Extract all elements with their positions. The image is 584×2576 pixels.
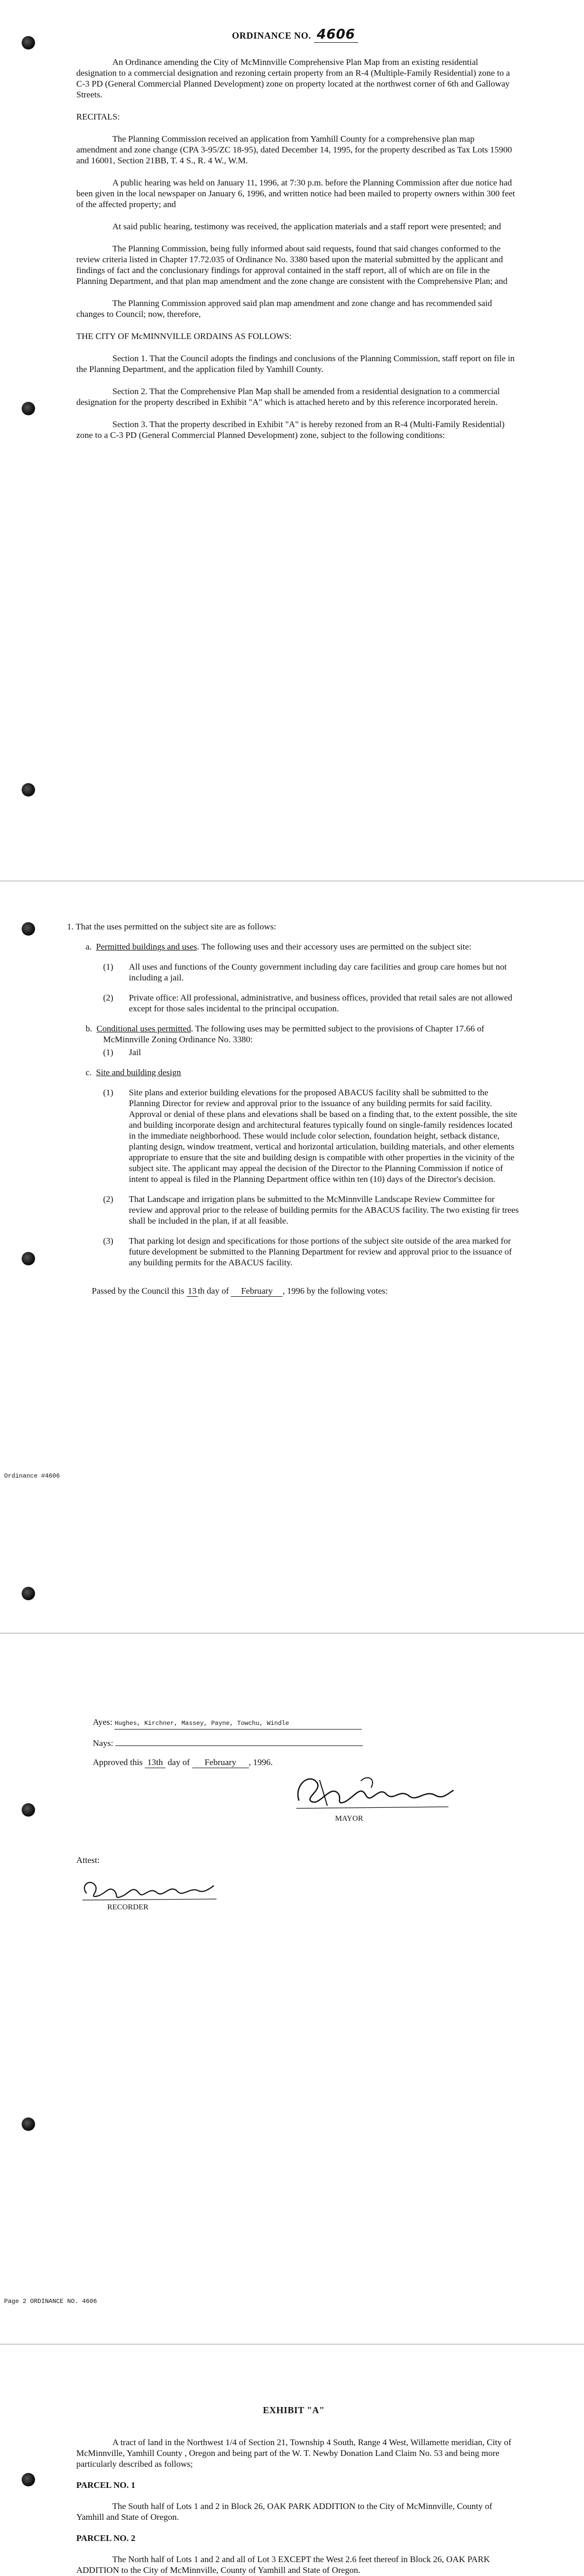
item-text: Jail: [129, 1047, 141, 1057]
item-number: (1): [103, 962, 113, 972]
nays-value: [115, 1745, 363, 1746]
recitals-heading: RECITALS:: [76, 112, 120, 122]
binder-hole-icon: [22, 922, 35, 936]
mayor-label: MAYOR: [335, 1815, 363, 1823]
item-number: (1): [103, 1088, 113, 1097]
mayor-signature: [289, 1770, 459, 1816]
item-text: All uses and functions of the County government including day care facilities and group care homes but not including a jail.: [129, 962, 507, 982]
ordinance-title-label: ORDINANCE NO.: [232, 30, 311, 41]
item-b-text: . The following uses may be permitted subject to the provisions of Chapter 17.66 of McMinnville Zoning Ordinance No. 3380:: [103, 1024, 485, 1044]
item-c-heading: Site and building design: [96, 1067, 181, 1077]
binder-hole-icon: [22, 2117, 35, 2131]
item-number: (1): [103, 1047, 113, 1057]
condition-item-c: c. Site and building design: [86, 1067, 181, 1077]
approved-month: February: [192, 1757, 249, 1768]
nays-label: Nays:: [93, 1738, 113, 1748]
item-a-heading: Permitted buildings and uses: [96, 942, 197, 952]
page-3: [0, 1633, 584, 2344]
recorder-label: RECORDER: [107, 1903, 149, 1911]
binder-hole-icon: [22, 783, 35, 796]
item-number: (3): [103, 1236, 113, 1246]
conditions-list: [67, 921, 521, 1297]
section-paragraph: Section 1. That the Council adopts the findings and conclusions of the Planning Commission, staff report on file in the Planning Department, and the application filed by Yamhill County.: [76, 353, 515, 374]
ordains-heading: THE CITY OF McMINNVILLE ORDAINS AS FOLLOWS:: [76, 331, 292, 341]
section-paragraph: Section 3. That the property described in Exhibit "A" is hereby rezoned from an R-4 (Multi-Family Residential) zone to a C-3 PD (General Commercial Planned Development) zone, subject to the following conditions:: [76, 419, 505, 440]
list-item: [67, 961, 521, 983]
exhibit-title: EXHIBIT "A": [263, 2405, 325, 2415]
intro-paragraph: An Ordinance amending the City of McMinnville Comprehensive Plan Map from an existing residential designation to a commercial designation and rezoning certain property from an R-4 (Multiple-Family Residential) zone to a C-3 PD (General Commercial Planned Development) zone on property located at the northwest corner of 6th and Galloway Streets.: [76, 57, 510, 99]
votes-block: [93, 1717, 505, 1768]
list-item: [67, 1047, 521, 1058]
nays-line: [93, 1738, 505, 1749]
signature-scribble-icon: [289, 1770, 459, 1816]
exhibit-intro: A tract of land in the Northwest 1/4 of Section 21, Township 4 South, Range 4 West, Willamette meridian, City of McMinnville, Yamhill County , Oregon and being part of the W. T. Newby Donation Land Claim No. 53 and being more particularly described as follows;: [76, 2437, 511, 2469]
exhibit-body: [76, 2437, 517, 2575]
recorder-signature: [77, 1875, 222, 1906]
recital-paragraph: The Planning Commission received an application from Yamhill County for a comprehensive plan map amendment and zone change (CPA 3-95/ZC 18-95), dated December 14, 1995, for the property described as Tax Lots 15900 and 16001, Section 21BB, T. 4 S., R. 4 W., W.M.: [76, 134, 512, 165]
list-item: [67, 1194, 521, 1226]
condition-item-1: 1. That the uses permitted on the subject site are as follows:: [67, 922, 276, 931]
recital-paragraph: The Planning Commission, being fully informed about said requests, found that said changes conformed to the review criteria listed in Chapter 17.72.035 of Ordinance No. 3380 based upon the material submitted by the applicant and findings of fact and the conclusionary findings for approval contained in the staff report, all of which are on file in the Planning Department, and that plan map amendment and the zone change are consistent with the Comprehensive Plan; and: [76, 244, 508, 286]
parcel-heading: PARCEL NO. 1: [76, 2480, 136, 2490]
item-number: (2): [103, 1194, 113, 1204]
recital-paragraph: At said public hearing, testimony was received, the application materials and a staff report were presented; and: [112, 222, 502, 231]
binder-hole-icon: [22, 402, 35, 415]
item-text: Site plans and exterior building elevations for the proposed ABACUS facility shall be submitted to the Planning Director for review and approval prior to the issuance of any building permits for said facility. Approval or denial of these plans and elevations shall be based on a finding that, to the extent possible, the site and building incorporate design and architectural features typically found on single-family residences located in the immediate neighborhood. These would include color selection, foundation height, setback distance, planting design, window treatment, vertical and horizontal articulation, building materials, and other elements appropriate to ensure that the site and building design is compatible with other properties in the vicinity of the subject site. The applicant may appeal the decision of the Director to the Planning Commission if notice of intent to appeal is filed in the Planning Department office within ten (10) days of the Director's decision.: [129, 1088, 518, 1184]
passed-line: Passed by the Council this 13 th day of February , 1996 by the following votes:: [92, 1286, 388, 1296]
page-1-body: [76, 57, 517, 440]
item-text: That parking lot design and specifications for those portions of the subject site outside of the area marked for future development be submitted to the Planning Department for review and approval prior to the issuance of any building permits for the ABACUS facility.: [129, 1236, 512, 1267]
page-2: [0, 881, 584, 1633]
page-footer: Ordinance #4606: [4, 1472, 60, 1480]
section-paragraph: Section 2. That the Comprehensive Plan Map shall be amended from a residential designation to a commercial designation for the property described in Exhibit "A" which is attached hereto and by this reference incorporated herein.: [76, 386, 500, 407]
ayes-line: [93, 1717, 505, 1730]
page-4: [0, 2344, 584, 2576]
approved-line: Approved this 13th day of February , 1996.: [93, 1757, 273, 1767]
condition-item-a: a. Permitted buildings and uses. The following uses and their accessory uses are permitted on the subject site:: [86, 942, 472, 952]
item-a-text: . The following uses and their accessory uses are permitted on the subject site:: [197, 942, 472, 952]
item-number: (2): [103, 993, 113, 1003]
list-item: [67, 992, 521, 1014]
recital-paragraph: The Planning Commission approved said plan map amendment and zone change and has recommended said changes to Council; now, therefore,: [76, 298, 492, 319]
passed-day: 13: [187, 1285, 198, 1297]
binder-hole-icon: [22, 1587, 35, 1600]
item-text: That Landscape and irrigation plans be submitted to the McMinnville Landscape Review Committee for review and approval prior to the release of building permits for the ABACUS facility. The two existing fir trees shall be included in the plan, if at all feasible.: [129, 1194, 519, 1226]
list-item: [67, 1235, 521, 1268]
parcel-text: The South half of Lots 1 and 2 in Block 26, OAK PARK ADDITION to the City of McMinnville, County of Yamhill and State of Oregon.: [76, 2501, 492, 2522]
parcel-text: The North half of Lots 1 and 2 and all of Lot 3 EXCEPT the West 2.6 feet thereof in Block 26, OAK PARK ADDITION to the City of McMinnville, County of Yamhill and State of Oregon.: [76, 2554, 490, 2575]
binder-hole-icon: [22, 1803, 35, 1817]
recital-paragraph: A public hearing was held on January 11, 1996, at 7:30 p.m. before the Planning Commission after due notice had been given in the local newspaper on January 6, 1996, and written notice had been mailed to property owners within 300 feet of the affected property; and: [76, 178, 515, 209]
ayes-value: Hughes, Kirchner, Massey, Payne, Towchu, Windle: [114, 1718, 362, 1730]
page-footer: Page 2 ORDINANCE NO. 4606: [4, 2298, 97, 2305]
attest-label: Attest:: [76, 1855, 100, 1865]
approved-day: 13th: [145, 1757, 165, 1768]
item-b-heading: Conditional uses permitted: [96, 1024, 191, 1033]
ayes-label: Ayes:: [93, 1717, 113, 1727]
signature-scribble-icon: [77, 1875, 222, 1906]
item-text: Private office: All professional, administrative, and business offices, provided that retail sales are not allowed except for those sales incidental to the principal occupation.: [129, 993, 512, 1013]
passed-month: February: [231, 1285, 282, 1297]
parcel-heading: PARCEL NO. 2: [76, 2533, 136, 2543]
binder-hole-icon: [22, 2473, 35, 2486]
list-item: [67, 1087, 521, 1184]
ordinance-title: [232, 27, 358, 42]
page-1: [0, 0, 584, 881]
ordinance-number: 4606: [314, 27, 358, 43]
condition-item-b: b. Conditional uses permitted. The following uses may be permitted subject to the provisions of Chapter 17.66 of McMinnville Zoning Ordinance No. 3380:: [86, 1024, 485, 1044]
binder-hole-icon: [22, 1252, 35, 1265]
binder-hole-icon: [22, 36, 35, 49]
